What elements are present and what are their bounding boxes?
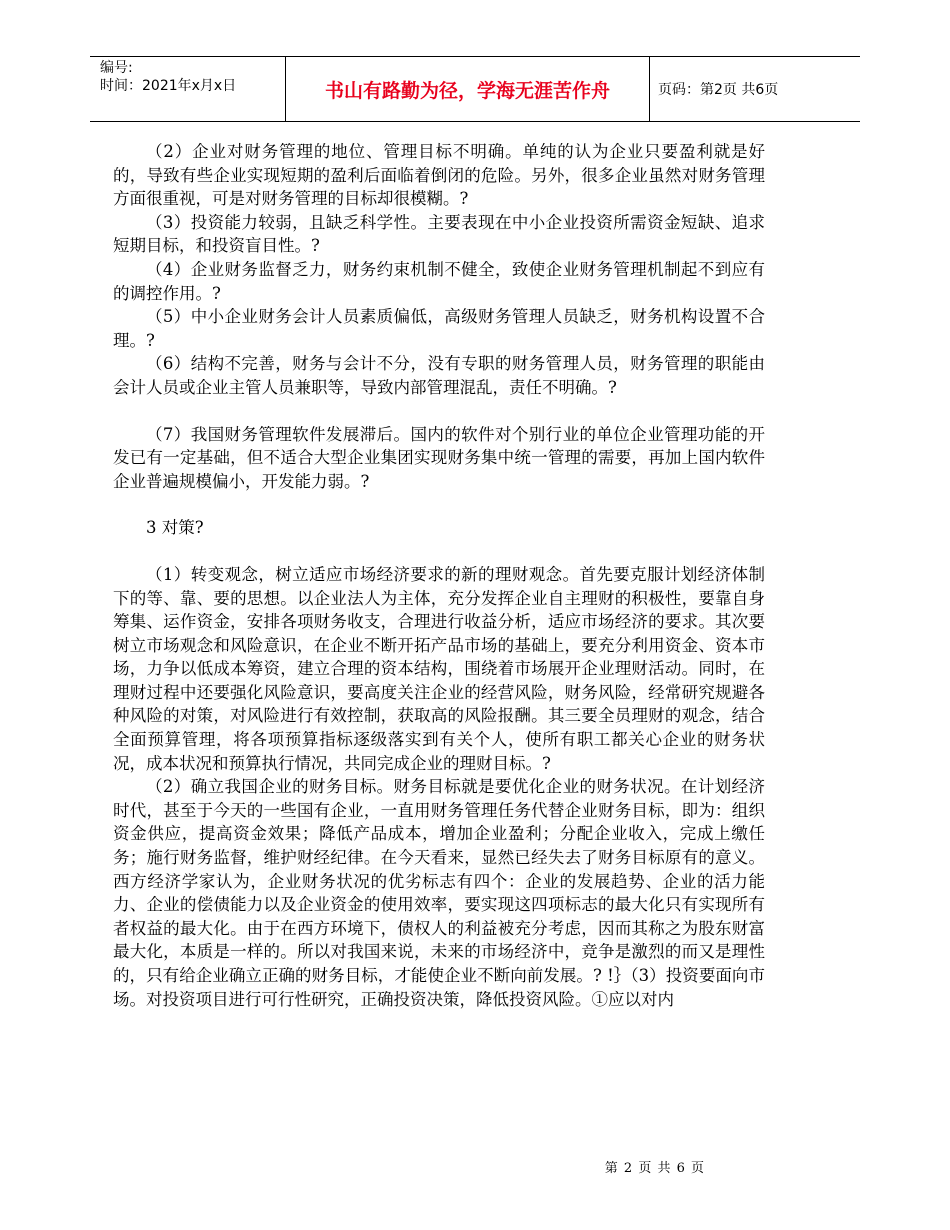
paragraph-measure-2: （2）确立我国企业的财务目标。财务目标就是要优化企业的财务状况。在计划经济时代，甚至于今天的一些国有企业，一直用财务管理任务代替企业财务目标，即为：组织资金供应，提高资金效果；降低产品成本，增加企业盈利；分配企业收入，完成上缴任务；施行财务监督，维护财经纪律。在今天看来，显然已经失去了财务目标原有的意义。西方经济学家认为，企业财务状况的优劣标志有四个：企业的发展趋势、企业的活力能力、企业的偿债能力以及企业资金的使用效率，要实现这四项标志的最大化只有实现所有者权益的最大化。由于在西方环境下，债权人的利益被充分考虑，因而其称之为股东财富最大化，本质是一样的。所以对我国来说，未来的市场经济中，竞争是激烈的而又是理性的，只有给企业确立正确的财务目标，才能使企业不断向前发展。? !｝（3）投资要面向市场。对投资项目进行可行性研究，正确投资决策，降低投资风险。①应以对内 bbox=[113, 777, 765, 1009]
document-body bbox=[113, 140, 765, 1011]
document-number-label: 编号: bbox=[100, 60, 133, 76]
page-header bbox=[90, 56, 860, 122]
header-meta bbox=[90, 57, 286, 121]
paragraph-issue-4: （4）企业财务监督乏力，财务约束机制不健全，致使企业财务管理机制起不到应有的调控作用。? bbox=[113, 259, 765, 303]
paragraph-issue-3: （3）投资能力较弱，且缺乏科学性。主要表现在中小企业投资所需资金短缺、追求短期目标，和投资盲目性。? bbox=[113, 212, 765, 256]
header-motto: 书山有路勤为径，学海无涯苦作舟 bbox=[286, 57, 650, 121]
section-heading-countermeasures: 3 对策? bbox=[146, 518, 204, 538]
page-footer: 第 2 页 共 6 页 bbox=[604, 1161, 705, 1176]
paragraph-issue-6: （6）结构不完善，财务与会计不分，没有专职的财务管理人员，财务管理的职能由会计人员或企业主管人员兼职等，导致内部管理混乱，责任不明确。? bbox=[113, 354, 765, 397]
paragraph-issue-5: （5）中小企业财务会计人员素质偏低，高级财务管理人员缺乏，财务机构设置不合理。? bbox=[113, 307, 765, 350]
header-page-info: 页码：第2页 共6页 bbox=[658, 82, 779, 98]
paragraph-issue-7: （7）我国财务管理软件发展滞后。国内的软件对个别行业的单位企业管理功能的开发已有一定基础，但不适合大型企业集团实现财务集中统一管理的需要，再加上国内软件企业普遍规模偏小，开发能力弱。? bbox=[113, 424, 765, 491]
paragraph-issue-2: （2）企业对财务管理的地位、管理目标不明确。单纯的认为企业只要盈利就是好的，导致有些企业实现短期的盈利后面临着倒闭的危险。另外，很多企业虽然对财务管理方面很重视，可是对财务管理的目标却很模糊。? bbox=[113, 142, 765, 209]
paragraph-measure-1: （1）转变观念，树立适应市场经济要求的新的理财观念。首先要克服计划经济体制下的等、靠、要的思想。以企业法人为主体，充分发挥企业自主理财的积极性，要靠自身筹集、运作资金，安排各项财务收支，合理进行收益分析，适应市场经济的要求。其次要树立市场观念和风险意识，在企业不断开拓产品市场的基础上，要充分利用资金、资本市场，力争以低成本筹资，建立合理的资本结构，围绕着市场展开企业理财活动。同时，在理财过程中还要强化风险意识，要高度关注企业的经营风险，财务风险，经常研究规避各种风险的对策，对风险进行有效控制，获取高的风险报酬。其三要全员理财的观念，结合全面预算管理，将各项预算指标逐级落实到有关个人，使所有职工都关心企业的财务状况，成本状况和预算执行情况，共同完成企业的理财目标。? bbox=[113, 564, 765, 773]
document-time: 时间：2021年x月x日 bbox=[100, 78, 237, 94]
